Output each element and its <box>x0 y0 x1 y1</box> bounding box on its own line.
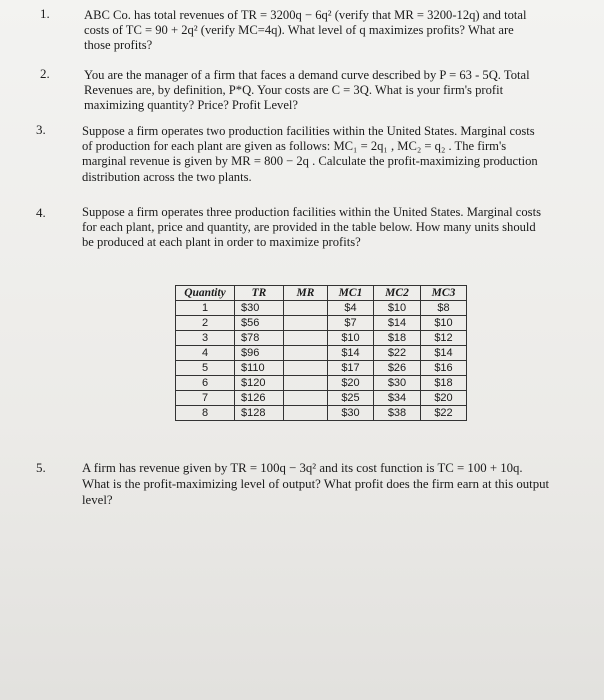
question-2-line-2: Revenues are, by definition, P*Q. Your costs are C = 3Q. What is your firm's profit <box>84 83 504 98</box>
question-5-line-3: level? <box>82 493 113 507</box>
cell-mc1: $25 <box>328 391 374 406</box>
cell-mr <box>284 346 328 361</box>
cell-quantity: 8 <box>176 406 235 421</box>
marginal-cost-table <box>175 285 467 421</box>
question-5-line-1: A firm has revenue given by TR = 100q − 3q² and its cost function is TC = 100 + 10q. <box>82 461 523 475</box>
table-row <box>176 376 467 391</box>
header-mc2: MC2 <box>374 286 421 301</box>
cell-mc2: $18 <box>374 331 421 346</box>
cell-mc2: $10 <box>374 301 421 316</box>
cell-mr <box>284 406 328 421</box>
question-5-line-2: What is the profit-maximizing level of output? What profit does the firm earn at this output <box>82 477 550 491</box>
cell-tr: $56 <box>235 316 284 331</box>
question-2-text <box>84 68 584 114</box>
question-4-line-3: be produced at each plant in order to maximize profits? <box>82 235 361 250</box>
header-tr: TR <box>235 286 284 301</box>
cell-mc1: $7 <box>328 316 374 331</box>
table-row <box>176 391 467 406</box>
cell-mr <box>284 301 328 316</box>
question-2-line-3: maximizing quantity? Price? Profit Level? <box>84 98 299 113</box>
header-mc3: MC3 <box>421 286 467 301</box>
cell-mc3: $18 <box>421 376 467 391</box>
question-3-text <box>82 124 587 185</box>
question-4-line-2: for each plant, price and quantity, are provided in the table below. How many units should <box>82 220 536 235</box>
cell-tr: $96 <box>235 346 284 361</box>
cell-mc2: $22 <box>374 346 421 361</box>
cell-mc3: $22 <box>421 406 467 421</box>
question-2-number: 2. <box>40 66 50 81</box>
cell-mc1: $30 <box>328 406 374 421</box>
cell-mc1: $20 <box>328 376 374 391</box>
cell-quantity: 4 <box>176 346 235 361</box>
question-1-number: 1. <box>40 6 50 21</box>
cell-quantity: 2 <box>176 316 235 331</box>
question-4-line-1: Suppose a firm operates three production facilities within the United States. Marginal costs <box>82 205 541 219</box>
cell-tr: $78 <box>235 331 284 346</box>
cell-mc2: $14 <box>374 316 421 331</box>
question-1-line-3: those profits? <box>84 38 153 53</box>
cell-quantity: 6 <box>176 376 235 391</box>
cell-mc2: $38 <box>374 406 421 421</box>
question-4-text <box>82 205 587 251</box>
cell-mc2: $26 <box>374 361 421 376</box>
header-mc1: MC1 <box>328 286 374 301</box>
question-3-line-4: distribution across the two plants. <box>82 169 252 184</box>
cell-quantity: 7 <box>176 391 235 406</box>
table-row <box>176 331 467 346</box>
header-quantity: Quantity <box>176 286 235 301</box>
question-5-number: 5. <box>36 460 46 475</box>
question-3-line-2: of production for each plant are given as follows: MC₁ = 2q₁ , MC₂ = q₂ . The firm's <box>82 139 507 154</box>
question-3-line-3: marginal revenue is given by MR = 800 − 2q . Calculate the profit-maximizing production <box>82 154 538 169</box>
question-1-line-1: ABC Co. has total revenues of TR = 3200q − 6q² (verify that MR = 3200-12q) and total <box>84 8 527 22</box>
cell-mc3: $10 <box>421 316 467 331</box>
cell-mc2: $34 <box>374 391 421 406</box>
cell-mc3: $16 <box>421 361 467 376</box>
cell-mc1: $4 <box>328 301 374 316</box>
table-header-row <box>176 286 467 301</box>
question-1-line-2: costs of TC = 90 + 2q² (verify MC=4q). What level of q maximizes profits? What are <box>84 23 514 38</box>
question-5-text <box>82 460 587 508</box>
table-row <box>176 406 467 421</box>
cell-mc2: $30 <box>374 376 421 391</box>
cell-tr: $126 <box>235 391 284 406</box>
cell-mr <box>284 376 328 391</box>
cell-quantity: 1 <box>176 301 235 316</box>
cell-mc3: $20 <box>421 391 467 406</box>
cell-mr <box>284 316 328 331</box>
question-3-line-1: Suppose a firm operates two production facilities within the United States. Marginal costs <box>82 124 535 138</box>
cell-tr: $120 <box>235 376 284 391</box>
question-2-line-1: You are the manager of a firm that faces a demand curve described by P = 63 - 5Q. Total <box>84 68 530 82</box>
cell-mr <box>284 391 328 406</box>
cell-mc3: $8 <box>421 301 467 316</box>
cell-mr <box>284 331 328 346</box>
cell-mc3: $12 <box>421 331 467 346</box>
cell-mc1: $14 <box>328 346 374 361</box>
question-3-number: 3. <box>36 122 46 137</box>
table-row <box>176 361 467 376</box>
question-1-text <box>84 8 584 54</box>
table-row <box>176 301 467 316</box>
cell-tr: $128 <box>235 406 284 421</box>
table-row <box>176 316 467 331</box>
question-4-number: 4. <box>36 205 46 220</box>
table-row <box>176 346 467 361</box>
cell-mr <box>284 361 328 376</box>
cell-tr: $30 <box>235 301 284 316</box>
header-mr: MR <box>284 286 328 301</box>
cell-mc1: $10 <box>328 331 374 346</box>
cell-tr: $110 <box>235 361 284 376</box>
cell-mc1: $17 <box>328 361 374 376</box>
cell-quantity: 5 <box>176 361 235 376</box>
cell-mc3: $14 <box>421 346 467 361</box>
cell-quantity: 3 <box>176 331 235 346</box>
